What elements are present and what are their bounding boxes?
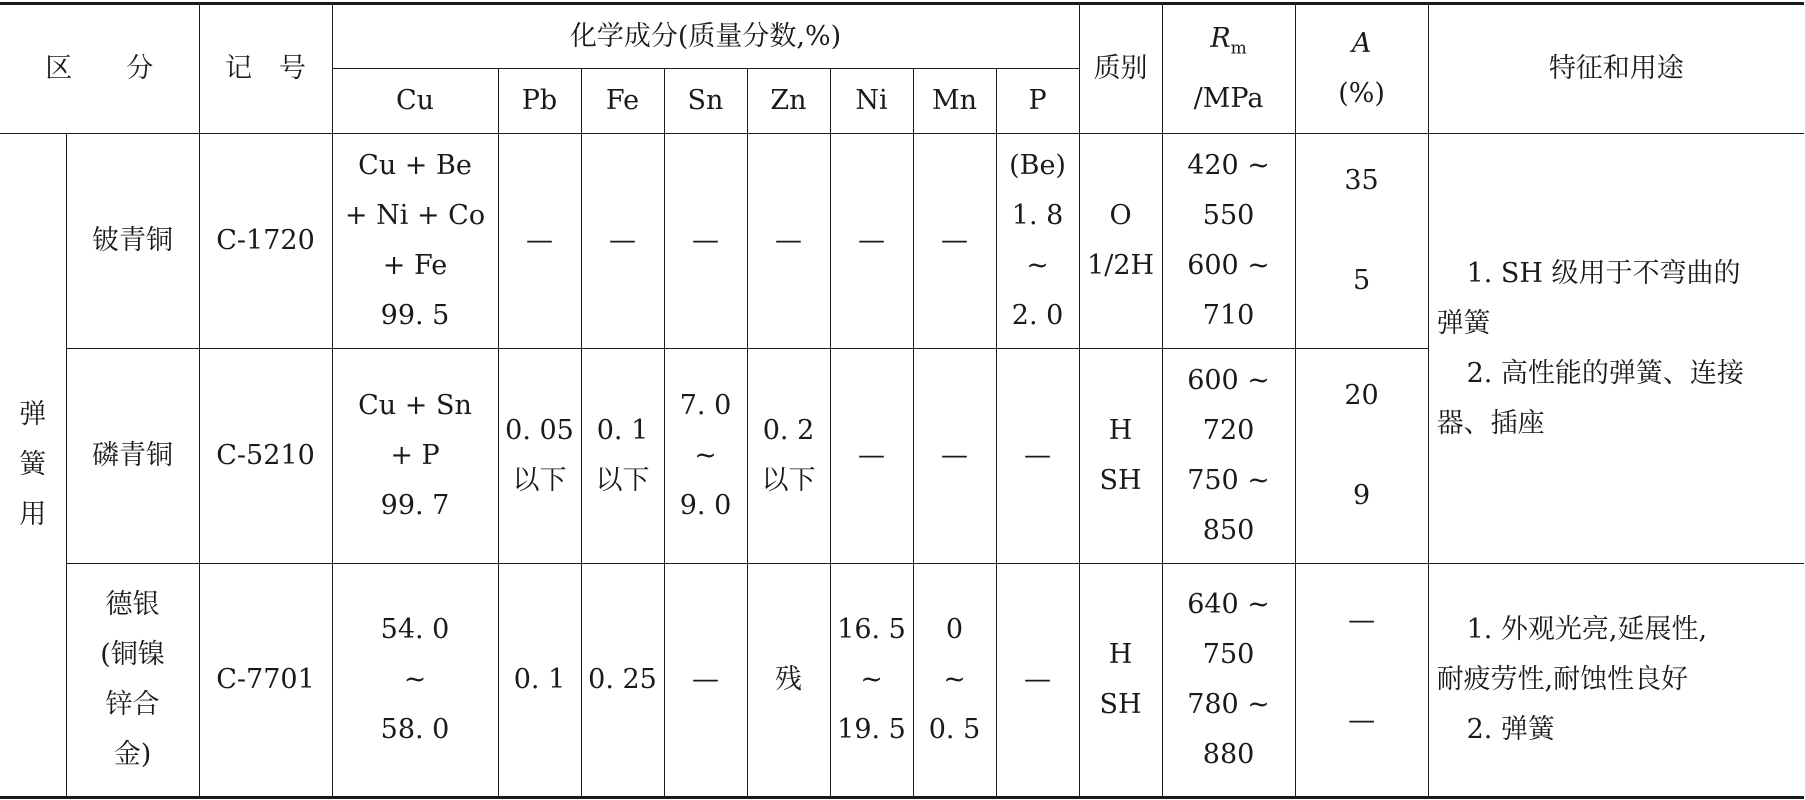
sn-cell: — [664,134,747,349]
ni-cell: — [830,349,913,564]
group-label [0,134,66,798]
cell-text-line: 器、插座 [1436,407,1545,439]
pb-cell [498,349,581,564]
cell-text-line: 1/2H [1087,250,1155,281]
copper-alloy-spec-table [0,2,1804,799]
element-header: Ni [830,69,913,134]
cell-text-line: 710 [1202,300,1255,331]
cu-cell [332,564,498,798]
cell-text-line [1296,646,1428,696]
element-header: Cu [332,69,498,134]
mn-cell [913,564,996,798]
sn-cell [664,349,747,564]
cell-text-line: 550 [1202,200,1255,231]
cell-text-line: 以下 [761,465,816,496]
mn-cell: — [913,134,996,349]
cell-text-line: 弹 [19,399,47,430]
cell-text-line: Cu + Sn [358,390,472,421]
cell-text-line: 640 ~ [1187,589,1270,620]
cell-text-line: 9. 0 [679,490,732,521]
alloy-name: 铍青铜 [66,134,199,349]
zn-cell: — [747,134,830,349]
cell-text-line: 以下 [595,465,650,496]
header-rm [1162,4,1295,134]
cell-text-line: 2. 弹簧 [1466,714,1555,745]
cell-text-line: 金) [113,739,152,770]
cell-text-line: ~ [860,664,883,695]
rm-cell [1162,349,1295,564]
cell-text-line: O [1109,200,1132,231]
cell-text-line: 54. 0 [380,614,450,645]
alloy-code: C-5210 [199,349,332,564]
cell-text-line: 750 [1202,639,1255,670]
element-header: Pb [498,69,581,134]
zn-cell: 残 [747,564,830,798]
use-cell-nickel-silver [1428,564,1804,798]
a-symbol: A [1351,28,1372,59]
cell-text-line: 7. 0 [679,390,732,421]
cell-text-line: 20 [1344,380,1379,411]
ni-cell: — [830,134,913,349]
cu-cell [332,349,498,564]
cell-text-line: 2. 高性能的弹簧、连接 [1466,357,1744,389]
fe-cell: — [581,134,664,349]
cell-text-line: 99. 7 [380,490,450,521]
cell-text-line: 16. 5 [837,614,906,645]
a-cell [1295,564,1428,798]
element-header: P [996,69,1079,134]
fe-cell [581,349,664,564]
cell-text-line: 720 [1202,415,1255,446]
header-code: 记 号 [199,4,332,134]
cell-text-line: 5 [1352,265,1371,296]
temper-cell [1079,349,1162,564]
element-header: Zn [747,69,830,134]
cell-text-line: 弹簧 [1436,307,1491,339]
zn-cell [747,349,830,564]
rm-cell [1162,134,1295,349]
cell-text-line: 420 ~ [1187,150,1270,181]
cell-text-line: 880 [1202,739,1255,770]
sn-cell: — [664,564,747,798]
fe-cell: 0. 25 [581,564,664,798]
cell-text-line: + P [390,440,440,471]
cell-text-line: 600 ~ [1187,250,1270,281]
rm-unit: /MPa [1193,82,1264,114]
cell-text-line: (铜镍 [100,639,165,670]
p-cell: — [996,564,1079,798]
cell-text-line: 0. 5 [928,714,981,745]
cell-text-line: + Ni + Co [344,200,486,231]
temper-cell [1079,134,1162,349]
table-row [0,134,1804,349]
alloy-code: C-1720 [199,134,332,349]
cell-text-line: — [1348,605,1376,636]
rm-subscript: m [1230,38,1247,59]
mn-cell: — [913,349,996,564]
element-header: Fe [581,69,664,134]
cell-text-line [1163,14,1295,73]
cell-text-line: + Fe [382,250,448,281]
cell-text-line: 耐疲劳性,耐蚀性良好 [1436,664,1689,695]
cell-text-line: 德银 [105,589,160,620]
element-header: Mn [913,69,996,134]
header-row-1 [0,4,1804,69]
cell-text-line: 58. 0 [380,714,450,745]
a-cell [1295,349,1428,564]
cell-text-line: — [1348,705,1376,736]
a-cell [1295,134,1428,349]
cell-text-line: 35 [1344,165,1379,196]
cell-text-line: 用 [19,499,47,530]
a-unit: (%) [1338,78,1385,109]
pb-cell: — [498,134,581,349]
header-temper: 质别 [1079,4,1162,134]
cell-text-line: ~ [694,440,717,471]
p-cell: — [996,349,1079,564]
table-row [0,564,1804,798]
cell-text-line: 0. 05 [505,415,574,446]
cell-text-line: ~ [1026,250,1049,281]
cell-text-line: 1. 8 [1011,200,1064,231]
rm-symbol: R [1210,23,1231,55]
cell-text-line: 0. 2 [762,415,815,446]
cell-text-line: 1. 外观光亮,延展性, [1466,614,1708,645]
use-cell-springs [1428,134,1804,564]
cell-text-line: Cu + Be [358,150,472,181]
cell-text-line [1296,421,1428,471]
header-composition: 化学成分(质量分数,%) [332,4,1079,69]
pb-cell: 0. 1 [498,564,581,798]
cell-text-line: (Be) [1009,150,1066,181]
rm-cell [1162,564,1295,798]
cell-text-line: H [1108,639,1133,670]
cell-text-line: ~ [943,664,966,695]
cell-text-line: ~ [403,664,427,695]
cell-text-line: 0 [945,614,964,645]
cell-text-line: 19. 5 [837,714,906,745]
header-use: 特征和用途 [1428,4,1804,134]
cell-text-line: 锌合 [105,689,160,720]
ni-cell [830,564,913,798]
header-category: 区 分 [0,4,199,134]
p-cell [996,134,1079,349]
cell-text-line: 600 ~ [1187,365,1270,396]
header-a [1295,4,1428,134]
cell-text-line: SH [1099,465,1142,496]
cell-text-line: 99. 5 [380,300,450,331]
cell-text-line: SH [1099,689,1142,720]
cell-text-line: 1. SH 级用于不弯曲的 [1466,257,1741,289]
cell-text-line: 750 ~ [1187,465,1270,496]
cell-text-line: 780 ~ [1187,689,1270,720]
cell-text-line [1296,206,1428,256]
cu-cell [332,134,498,349]
cell-text-line: H [1108,415,1133,446]
alloy-code: C-7701 [199,564,332,798]
cell-text-line: 9 [1352,480,1371,511]
cell-text-line: 850 [1202,515,1255,546]
cell-text-line: 簧 [19,449,47,480]
cell-text-line: 2. 0 [1011,300,1064,331]
cell-text-line: 以下 [512,465,567,496]
alloy-name [66,564,199,798]
temper-cell [1079,564,1162,798]
alloy-name: 磷青铜 [66,349,199,564]
element-header: Sn [664,69,747,134]
cell-text-line: 0. 1 [596,415,649,446]
